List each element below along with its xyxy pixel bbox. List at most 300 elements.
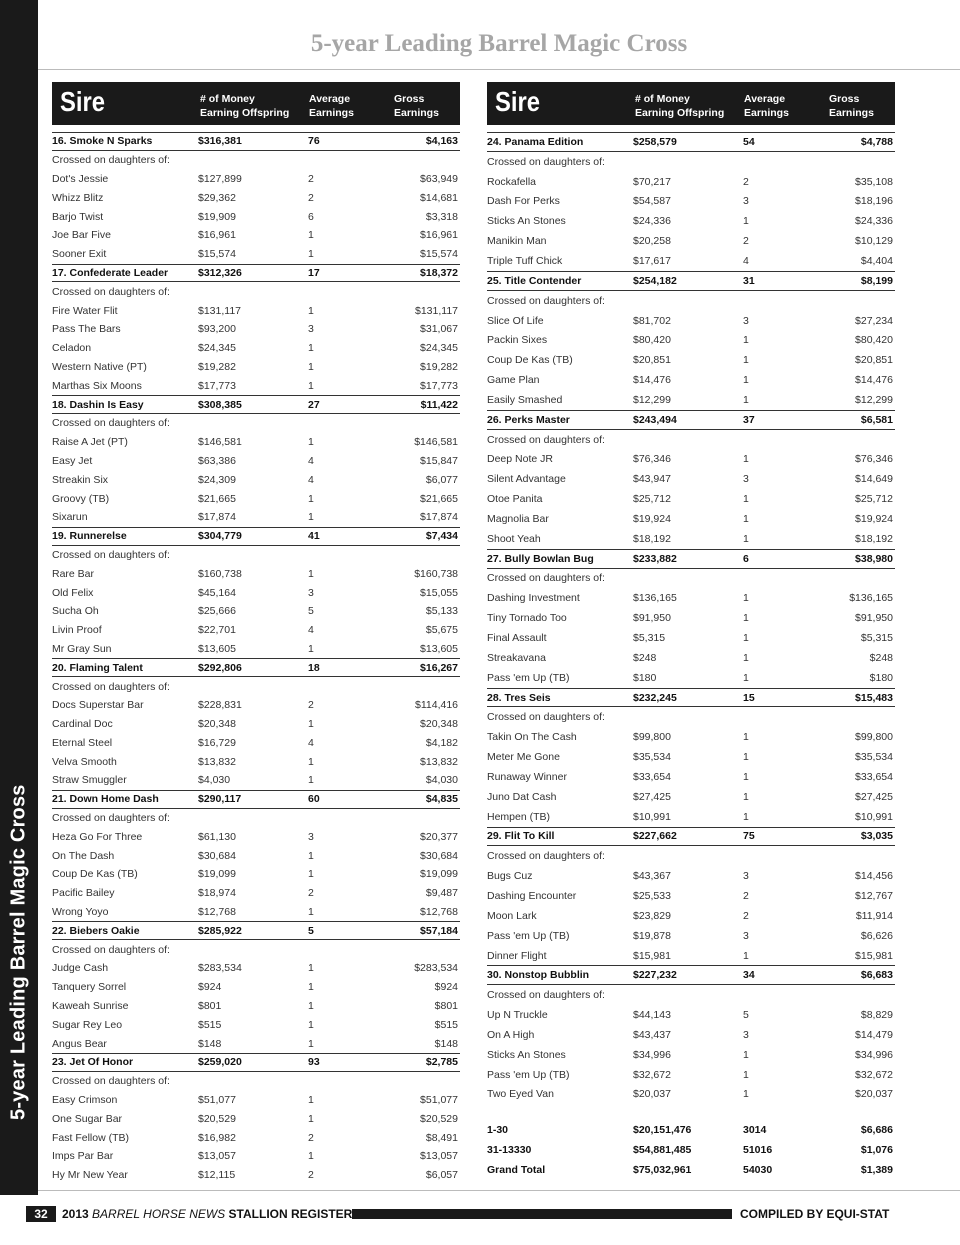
cell-earnings: $25,666 <box>198 605 236 618</box>
cell-gross: $11,422 <box>420 398 458 411</box>
cell-name: Cardinal Doc <box>52 718 113 731</box>
cell-gross: $35,534 <box>855 751 893 764</box>
crossed-label-text: Crossed on daughters of: <box>52 285 170 298</box>
cell-gross: $99,800 <box>855 731 893 744</box>
cell-name: Easy Crimson <box>52 1094 118 1107</box>
cell-earnings: $16,982 <box>198 1131 236 1144</box>
cell-gross: $4,404 <box>860 254 893 267</box>
cross-row <box>52 358 460 377</box>
cell-earnings: $19,878 <box>633 929 671 942</box>
cell-count: 1 <box>743 1068 749 1081</box>
footer-year: 2013 <box>62 1207 89 1221</box>
header-gross: Gross Earnings <box>394 93 439 119</box>
cross-row <box>52 508 460 527</box>
page-number: 32 <box>26 1206 56 1222</box>
cell-earnings: $18,192 <box>633 532 671 545</box>
crossed-label <box>487 430 895 450</box>
cell-count: 1 <box>308 567 314 580</box>
cell-gross: $3,035 <box>860 830 893 843</box>
cross-row <box>487 727 895 747</box>
cross-row <box>52 640 460 659</box>
cell-earnings: $4,030 <box>198 774 231 787</box>
cell-earnings: $20,037 <box>633 1088 671 1101</box>
cell-count: 54030 <box>743 1163 773 1176</box>
cross-row <box>487 886 895 906</box>
cross-row <box>487 1045 895 1065</box>
cell-earnings: $25,712 <box>633 493 671 506</box>
cell-gross: $10,991 <box>855 810 893 823</box>
cell-gross: $33,654 <box>855 770 893 783</box>
cross-row <box>52 621 460 640</box>
cell-gross: $4,163 <box>425 135 458 148</box>
crossed-label <box>52 151 460 170</box>
cell-earnings: $51,077 <box>198 1094 236 1107</box>
cell-count: 54 <box>743 135 755 148</box>
cell-count: 1 <box>308 436 314 449</box>
cross-row <box>52 188 460 207</box>
crossed-label <box>52 282 460 301</box>
sire-row <box>52 132 460 151</box>
cell-gross: $4,182 <box>425 736 458 749</box>
cell-gross: $15,574 <box>420 248 458 261</box>
cell-name: Easily Smashed <box>487 393 563 406</box>
crossed-label <box>52 414 460 433</box>
cell-earnings: $227,232 <box>633 969 677 982</box>
cell-gross: $146,581 <box>414 436 458 449</box>
cell-name: 25. Title Contender <box>487 274 582 287</box>
cell-count: 1 <box>743 770 749 783</box>
cell-gross: $8,199 <box>860 274 893 287</box>
cell-count: 4 <box>308 454 314 467</box>
crossed-label <box>52 809 460 828</box>
cross-row <box>52 1109 460 1128</box>
cell-earnings: $292,806 <box>198 661 242 674</box>
cell-gross: $3,318 <box>425 210 458 223</box>
cell-earnings: $24,345 <box>198 342 236 355</box>
cell-earnings: $20,529 <box>198 1112 236 1125</box>
cell-name: 23. Jet Of Honor <box>52 1056 134 1069</box>
cross-row <box>487 1025 895 1045</box>
cell-gross: $63,949 <box>420 172 458 185</box>
cell-gross: $51,077 <box>420 1094 458 1107</box>
cell-earnings: $45,164 <box>198 586 236 599</box>
cell-count: 1 <box>743 334 749 347</box>
cell-gross: $6,686 <box>860 1124 893 1137</box>
cell-gross: $20,037 <box>855 1088 893 1101</box>
header-sire: Sire <box>60 86 105 117</box>
footer-credit: COMPILED BY EQUI-STAT <box>740 1207 890 1221</box>
cross-row <box>52 734 460 753</box>
cell-gross: $12,299 <box>855 393 893 406</box>
cell-name: Sooner Exit <box>52 248 107 261</box>
cell-gross: $30,684 <box>420 849 458 862</box>
cross-row <box>487 489 895 509</box>
cell-earnings: $44,143 <box>633 1009 671 1022</box>
cell-name: Magnolia Bar <box>487 512 549 525</box>
publication-line <box>62 1207 352 1221</box>
cell-count: 2 <box>308 172 314 185</box>
cell-earnings: $43,367 <box>633 870 671 883</box>
cell-gross: $8,491 <box>425 1131 458 1144</box>
cross-row <box>487 231 895 251</box>
cell-count: 4 <box>308 473 314 486</box>
cell-gross: $19,099 <box>420 868 458 881</box>
cell-earnings: $54,587 <box>633 195 671 208</box>
cross-row <box>52 997 460 1016</box>
cross-row <box>52 959 460 978</box>
cell-earnings: $312,326 <box>198 266 242 279</box>
cross-row <box>52 564 460 583</box>
table-header-left <box>52 82 460 125</box>
cell-name: Barjo Twist <box>52 210 104 223</box>
crossed-label-text: Crossed on daughters of: <box>487 433 605 446</box>
cell-name: Manikin Man <box>487 235 547 248</box>
cell-name: 17. Confederate Leader <box>52 266 169 279</box>
cell-name: Otoe Panita <box>487 493 543 506</box>
crossed-label-text: Crossed on daughters of: <box>487 572 605 585</box>
sire-row <box>52 1053 460 1072</box>
cross-row <box>52 602 460 621</box>
cross-row <box>52 320 460 339</box>
header-gross: Gross Earnings <box>829 93 874 119</box>
cell-earnings: $10,991 <box>633 810 671 823</box>
cell-name: Deep Note JR <box>487 453 553 466</box>
cell-name: Sixarun <box>52 511 88 524</box>
cell-gross: $12,768 <box>420 906 458 919</box>
cell-earnings: $290,117 <box>198 793 242 806</box>
cross-row <box>487 608 895 628</box>
crossed-label-text: Crossed on daughters of: <box>487 711 605 724</box>
cell-gross: $5,315 <box>860 632 893 645</box>
cell-count: 1 <box>743 354 749 367</box>
cell-gross: $14,681 <box>420 191 458 204</box>
cross-row <box>487 1085 895 1105</box>
sire-row <box>52 921 460 940</box>
crossed-label <box>487 846 895 866</box>
cell-earnings: $81,702 <box>633 314 671 327</box>
cell-count: 5 <box>308 924 314 937</box>
cell-gross: $7,434 <box>425 530 458 543</box>
cross-row <box>487 926 895 946</box>
cell-count: 6 <box>743 552 749 565</box>
cell-gross: $515 <box>434 1018 458 1031</box>
cell-name: Velva Smooth <box>52 755 117 768</box>
cell-earnings: $259,020 <box>198 1056 242 1069</box>
crossed-label <box>52 677 460 696</box>
cell-earnings: $228,831 <box>198 699 242 712</box>
cell-count: 3 <box>743 473 749 486</box>
totals-row <box>487 1120 895 1140</box>
cell-gross: $6,057 <box>425 1169 458 1182</box>
cell-name: Sticks An Stones <box>487 1048 566 1061</box>
cell-name: Runaway Winner <box>487 770 567 783</box>
cell-earnings: $258,579 <box>633 135 677 148</box>
cell-earnings: $15,981 <box>633 949 671 962</box>
cell-count: 1 <box>308 342 314 355</box>
cell-gross: $14,649 <box>855 473 893 486</box>
cell-earnings: $80,420 <box>633 334 671 347</box>
cell-earnings: $233,882 <box>633 552 677 565</box>
cell-gross: $5,133 <box>425 605 458 618</box>
cell-gross: $4,030 <box>425 774 458 787</box>
cell-count: 2 <box>743 175 749 188</box>
cell-earnings: $5,315 <box>633 632 666 645</box>
cell-earnings: $146,581 <box>198 436 242 449</box>
crossed-label-text: Crossed on daughters of: <box>487 989 605 1002</box>
cross-row <box>52 245 460 264</box>
cell-earnings: $20,151,476 <box>633 1124 692 1137</box>
cell-gross: $14,479 <box>855 1028 893 1041</box>
cell-name: Marthas Six Moons <box>52 379 142 392</box>
cell-name: Moon Lark <box>487 909 537 922</box>
cell-count: 1 <box>308 360 314 373</box>
cell-name: Streakavana <box>487 651 546 664</box>
cell-earnings: $35,534 <box>633 751 671 764</box>
cell-count: 34 <box>743 969 755 982</box>
cross-row <box>487 747 895 767</box>
cell-gross: $248 <box>869 651 893 664</box>
cell-name: 24. Panama Edition <box>487 135 584 148</box>
cell-earnings: $43,437 <box>633 1028 671 1041</box>
cell-count: 1 <box>308 229 314 242</box>
cross-row <box>487 350 895 370</box>
cell-name: Coup De Kas (TB) <box>487 354 573 367</box>
cell-name: Livin Proof <box>52 624 102 637</box>
cell-earnings: $32,672 <box>633 1068 671 1081</box>
cross-row <box>487 1065 895 1085</box>
cross-row <box>487 390 895 410</box>
cell-earnings: $16,729 <box>198 736 236 749</box>
cell-earnings: $93,200 <box>198 323 236 336</box>
cell-gross: $32,672 <box>855 1068 893 1081</box>
cross-row <box>52 433 460 452</box>
cell-count: 17 <box>308 266 320 279</box>
cell-name: Dinner Flight <box>487 949 547 962</box>
cell-name: Two Eyed Van <box>487 1088 554 1101</box>
cell-count: 1 <box>308 849 314 862</box>
cell-count: 37 <box>743 413 755 426</box>
cell-earnings: $232,245 <box>633 691 677 704</box>
cell-earnings: $316,381 <box>198 135 242 148</box>
cell-name: Packin Sixes <box>487 334 548 347</box>
cross-row <box>487 648 895 668</box>
cell-count: 1 <box>308 774 314 787</box>
cell-gross: $6,626 <box>860 929 893 942</box>
cell-name: 27. Bully Bowlan Bug <box>487 552 594 565</box>
cell-gross: $20,529 <box>420 1112 458 1125</box>
cell-name: Docs Superstar Bar <box>52 699 144 712</box>
cross-row <box>487 807 895 827</box>
cell-earnings: $304,779 <box>198 530 242 543</box>
cell-gross: $12,767 <box>855 889 893 902</box>
cell-name: 19. Runnerelse <box>52 530 127 543</box>
cell-name: Final Assault <box>487 632 547 645</box>
cell-count: 1 <box>308 755 314 768</box>
cell-gross: $8,829 <box>860 1009 893 1022</box>
cell-earnings: $24,336 <box>633 215 671 228</box>
header-money-earning: # of Money Earning Offspring <box>635 93 725 119</box>
cross-row <box>52 827 460 846</box>
cell-count: 4 <box>743 254 749 267</box>
cell-earnings: $16,961 <box>198 229 236 242</box>
crossed-label-text: Crossed on daughters of: <box>52 1075 170 1088</box>
cell-count: 60 <box>308 793 320 806</box>
cell-name: Fast Fellow (TB) <box>52 1131 130 1144</box>
cell-name: Hempen (TB) <box>487 810 551 823</box>
cell-count: 4 <box>308 736 314 749</box>
cell-name: 29. Flit To Kill <box>487 830 555 843</box>
header-sire: Sire <box>495 86 540 117</box>
cell-earnings: $76,346 <box>633 453 671 466</box>
cell-count: 3014 <box>743 1124 767 1137</box>
cell-count: 2 <box>308 699 314 712</box>
cell-count: 1 <box>743 632 749 645</box>
crossed-label <box>52 546 460 565</box>
cell-name: 18. Dashin Is Easy <box>52 398 144 411</box>
cell-name: Sucha Oh <box>52 605 99 618</box>
cross-row <box>52 226 460 245</box>
cell-name: Dot's Jessie <box>52 172 109 185</box>
cell-name: Dash For Perks <box>487 195 560 208</box>
cell-gross: $13,605 <box>420 642 458 655</box>
cell-count: 1 <box>308 981 314 994</box>
cell-gross: $15,981 <box>855 949 893 962</box>
cell-name: Imps Par Bar <box>52 1150 114 1163</box>
cell-name: 30. Nonstop Bubblin <box>487 969 590 982</box>
cross-row <box>487 469 895 489</box>
cell-name: Kaweah Sunrise <box>52 1000 129 1013</box>
cell-earnings: $801 <box>198 1000 222 1013</box>
cross-row <box>487 787 895 807</box>
cell-count: 41 <box>308 530 320 543</box>
totals-row <box>487 1140 895 1160</box>
cell-name: Old Felix <box>52 586 94 599</box>
cross-row <box>52 1128 460 1147</box>
cell-earnings: $24,309 <box>198 473 236 486</box>
cell-earnings: $23,829 <box>633 909 671 922</box>
cell-name: Coup De Kas (TB) <box>52 868 138 881</box>
cell-name: Fire Water Flit <box>52 304 118 317</box>
cell-earnings: $13,605 <box>198 642 236 655</box>
cell-count: 1 <box>743 532 749 545</box>
crossed-label <box>487 569 895 589</box>
cell-count: 1 <box>743 949 749 962</box>
cell-count: 4 <box>308 624 314 637</box>
sire-row <box>52 658 460 677</box>
cross-row <box>52 865 460 884</box>
cell-name: One Sugar Bar <box>52 1112 123 1125</box>
cross-row <box>487 370 895 390</box>
crossed-label-text: Crossed on daughters of: <box>487 294 605 307</box>
cell-gross: $10,129 <box>855 235 893 248</box>
cell-earnings: $43,947 <box>633 473 671 486</box>
cross-row <box>52 846 460 865</box>
cell-name: Game Plan <box>487 374 540 387</box>
cell-count: 51016 <box>743 1144 773 1157</box>
cell-name: Takin On The Cash <box>487 731 577 744</box>
cross-row <box>487 211 895 231</box>
cross-row <box>52 752 460 771</box>
cell-gross: $19,282 <box>420 360 458 373</box>
cross-row <box>52 339 460 358</box>
cross-row <box>52 1091 460 1110</box>
cell-gross: $4,835 <box>425 793 458 806</box>
sire-row <box>487 271 895 291</box>
cell-name: 1-30 <box>487 1124 509 1137</box>
cell-gross: $11,914 <box>855 909 893 922</box>
cell-count: 6 <box>308 210 314 223</box>
cell-name: 21. Down Home Dash <box>52 793 159 806</box>
cell-count: 3 <box>308 323 314 336</box>
left-column <box>52 82 460 1185</box>
cell-earnings: $70,217 <box>633 175 671 188</box>
crossed-label <box>487 152 895 172</box>
footer-divider <box>38 1190 960 1191</box>
cell-name: Tiny Tornado Too <box>487 612 567 625</box>
cell-earnings: $33,654 <box>633 770 671 783</box>
cell-count: 2 <box>308 191 314 204</box>
cell-earnings: $99,800 <box>633 731 671 744</box>
cell-name: Dashing Investment <box>487 592 580 605</box>
cell-gross: $27,234 <box>855 314 893 327</box>
cell-count: 15 <box>743 691 755 704</box>
cell-gross: $114,416 <box>414 699 458 712</box>
table-header-right <box>487 82 895 125</box>
cell-earnings: $19,924 <box>633 512 671 525</box>
cross-row <box>487 172 895 192</box>
cross-row <box>52 452 460 471</box>
cross-row <box>52 696 460 715</box>
cell-name: Mr Gray Sun <box>52 642 112 655</box>
cell-count: 93 <box>308 1056 320 1069</box>
cell-name: Juno Dat Cash <box>487 790 557 803</box>
cell-count: 18 <box>308 661 320 674</box>
cell-gross: $15,847 <box>420 454 458 467</box>
cell-name: 31-13330 <box>487 1144 532 1157</box>
cell-count: 1 <box>743 671 749 684</box>
cell-name: Pass The Bars <box>52 323 121 336</box>
cell-count: 1 <box>743 731 749 744</box>
cell-count: 1 <box>743 393 749 406</box>
cell-name: 20. Flaming Talent <box>52 661 143 674</box>
cell-count: 1 <box>743 1048 749 1061</box>
crossed-label <box>487 985 895 1005</box>
cell-count: 27 <box>308 398 320 411</box>
cell-name: 22. Biebers Oakie <box>52 924 140 937</box>
cell-name: Heza Go For Three <box>52 830 143 843</box>
cell-gross: $17,874 <box>420 511 458 524</box>
crossed-label-text: Crossed on daughters of: <box>52 154 170 167</box>
cross-row <box>52 771 460 790</box>
cell-gross: $6,683 <box>860 969 893 982</box>
totals-table <box>487 1120 895 1180</box>
cell-earnings: $160,738 <box>198 567 242 580</box>
cell-gross: $14,456 <box>855 870 893 883</box>
page-title: 5-year Leading Barrel Magic Cross <box>310 30 688 57</box>
cross-row <box>487 668 895 688</box>
cell-earnings: $12,768 <box>198 906 236 919</box>
cell-earnings: $20,851 <box>633 354 671 367</box>
cell-gross: $16,267 <box>420 661 458 674</box>
cell-count: 3 <box>743 314 749 327</box>
cell-earnings: $283,534 <box>198 962 242 975</box>
cell-count: 1 <box>743 453 749 466</box>
cell-gross: $35,108 <box>855 175 893 188</box>
cell-gross: $31,067 <box>420 323 458 336</box>
cell-gross: $9,487 <box>425 887 458 900</box>
cell-gross: $80,420 <box>855 334 893 347</box>
cell-gross: $20,377 <box>420 830 458 843</box>
